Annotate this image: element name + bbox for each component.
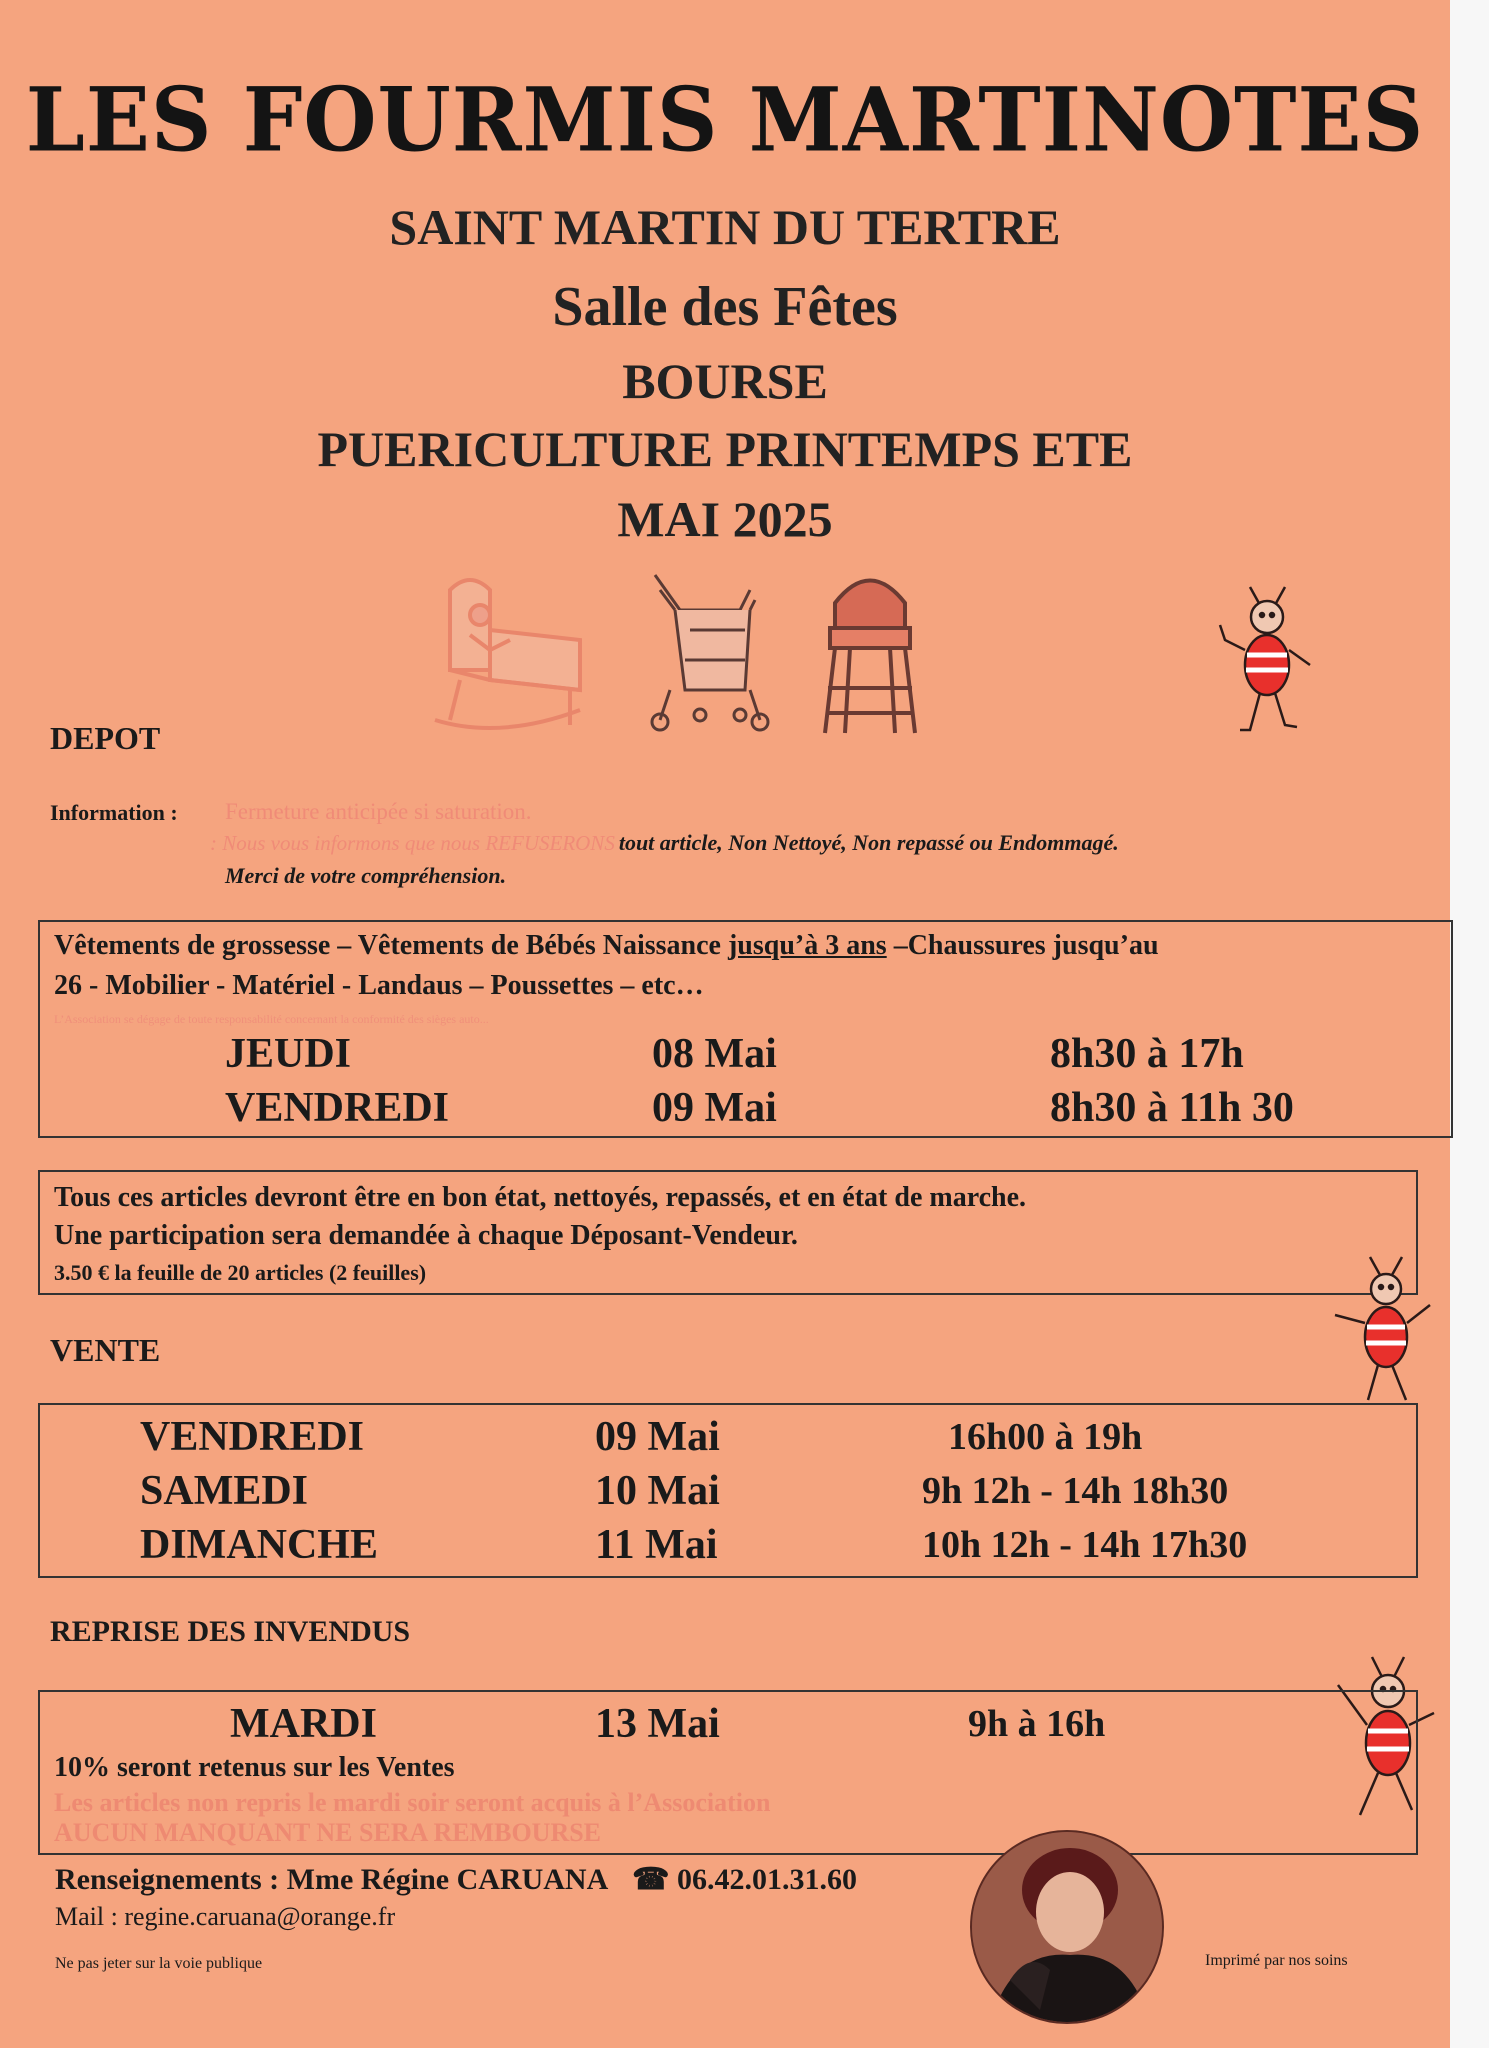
footer-left: Ne pas jeter sur la voie publique xyxy=(55,1955,263,1972)
conditions-line2: Une participation sera demandée à chaque Déposant-Vendeur. xyxy=(54,1220,798,1251)
reprise-heading: REPRISE DES INVENDUS xyxy=(50,1615,411,1648)
info-refusal-prefix: : Nous vous informons que nous REFUSERONS xyxy=(210,831,615,855)
reprise-day: MARDI xyxy=(230,1701,377,1747)
reprise-notice-acquired: Les articles non repris le mardi soir seront acquis à l’Association xyxy=(54,1788,771,1817)
depot-box xyxy=(38,920,1453,1138)
reprise-retention: 10% seront retenus sur les Ventes xyxy=(54,1752,455,1783)
info-line-refusal xyxy=(210,830,1119,856)
depot-disclaimer: L’Association se dégage de toute responsabilité concernant la conformité des sièges auto... xyxy=(54,1012,489,1026)
contact-portrait xyxy=(970,1830,1164,2024)
depot-date-1: 08 Mai xyxy=(652,1031,777,1077)
depot-day-1: JEUDI xyxy=(225,1031,352,1077)
depot-items-line2: 26 - Mobilier - Matériel - Landaus – Poussettes – etc… xyxy=(54,970,704,1001)
vente-hours-3: 10h 12h - 14h 17h30 xyxy=(922,1524,1248,1566)
info-thanks: Merci de votre compréhension. xyxy=(225,863,507,888)
contact-phone: 06.42.01.31.60 xyxy=(676,1863,857,1896)
depot-hours-2: 8h30 à 11h 30 xyxy=(1050,1085,1294,1131)
reprise-hours: 9h à 16h xyxy=(968,1703,1106,1745)
depot-items-b: –Chaussures jusqu’au xyxy=(886,930,1159,961)
stroller-icon xyxy=(640,570,770,740)
conditions-box xyxy=(38,1170,1418,1295)
reprise-notice-refund: AUCUN MANQUANT NE SERA REMBOURSE xyxy=(54,1818,602,1847)
depot-items-a: Vêtements de grossesse – Vêtements de Bébés Naissance xyxy=(54,930,728,961)
event-subject: PUERICULTURE PRINTEMPS ETE xyxy=(317,421,1133,477)
info-label: Information : xyxy=(50,800,178,825)
vente-day-3: DIMANCHE xyxy=(140,1522,378,1568)
contact-line xyxy=(55,1862,857,1897)
depot-items-underlined: jusqu’à 3 ans xyxy=(727,930,887,961)
footer-right: Imprimé par nos soins xyxy=(1205,1952,1348,1969)
reprise-date: 13 Mai xyxy=(595,1701,720,1747)
vente-date-3: 11 Mai xyxy=(595,1522,718,1568)
conditions-line1: Tous ces articles devront être en bon état, nettoyés, repassés, et en état de marche. xyxy=(54,1182,1027,1213)
venue-name: Salle des Fêtes xyxy=(552,276,898,338)
depot-heading: DEPOT xyxy=(50,720,161,756)
vente-date-1: 09 Mai xyxy=(595,1414,720,1460)
info-line-saturation: Fermeture anticipée si saturation. xyxy=(225,799,532,824)
cradle-icon xyxy=(430,560,590,740)
contact-label: Renseignements : Mme Régine CARUANA xyxy=(55,1863,607,1896)
phone-icon: ☎ xyxy=(632,1863,670,1896)
conditions-fee: 3.50 € la feuille de 20 articles (2 feuilles) xyxy=(54,1260,427,1285)
info-refusal-suffix: tout article, Non Nettoyé, Non repassé ou Endommagé. xyxy=(618,830,1119,855)
vente-hours-2: 9h 12h - 14h 18h30 xyxy=(922,1470,1229,1512)
vente-day-1: VENDREDI xyxy=(140,1414,365,1460)
flyer-title: LES FOURMIS MARTINOTES xyxy=(25,67,1425,172)
event-type: BOURSE xyxy=(622,353,828,409)
vente-hours-1: 16h00 à 19h xyxy=(948,1416,1143,1458)
depot-items-line1 xyxy=(54,930,1159,962)
ant-mascot-icon xyxy=(1215,585,1325,735)
town-name: SAINT MARTIN DU TERTRE xyxy=(389,199,1061,255)
high-chair-icon xyxy=(820,563,920,738)
depot-hours-1: 8h30 à 17h xyxy=(1050,1031,1244,1077)
vente-box xyxy=(38,1403,1418,1578)
depot-date-2: 09 Mai xyxy=(652,1085,777,1131)
reprise-box xyxy=(38,1690,1418,1855)
vente-day-2: SAMEDI xyxy=(140,1468,309,1514)
event-date: MAI 2025 xyxy=(617,491,833,547)
vente-heading: VENTE xyxy=(50,1332,161,1368)
depot-day-2: VENDREDI xyxy=(225,1085,450,1131)
contact-mail: Mail : regine.caruana@orange.fr xyxy=(55,1902,396,1931)
vente-date-2: 10 Mai xyxy=(595,1468,720,1514)
ant-mascot-icon xyxy=(1330,1255,1440,1405)
